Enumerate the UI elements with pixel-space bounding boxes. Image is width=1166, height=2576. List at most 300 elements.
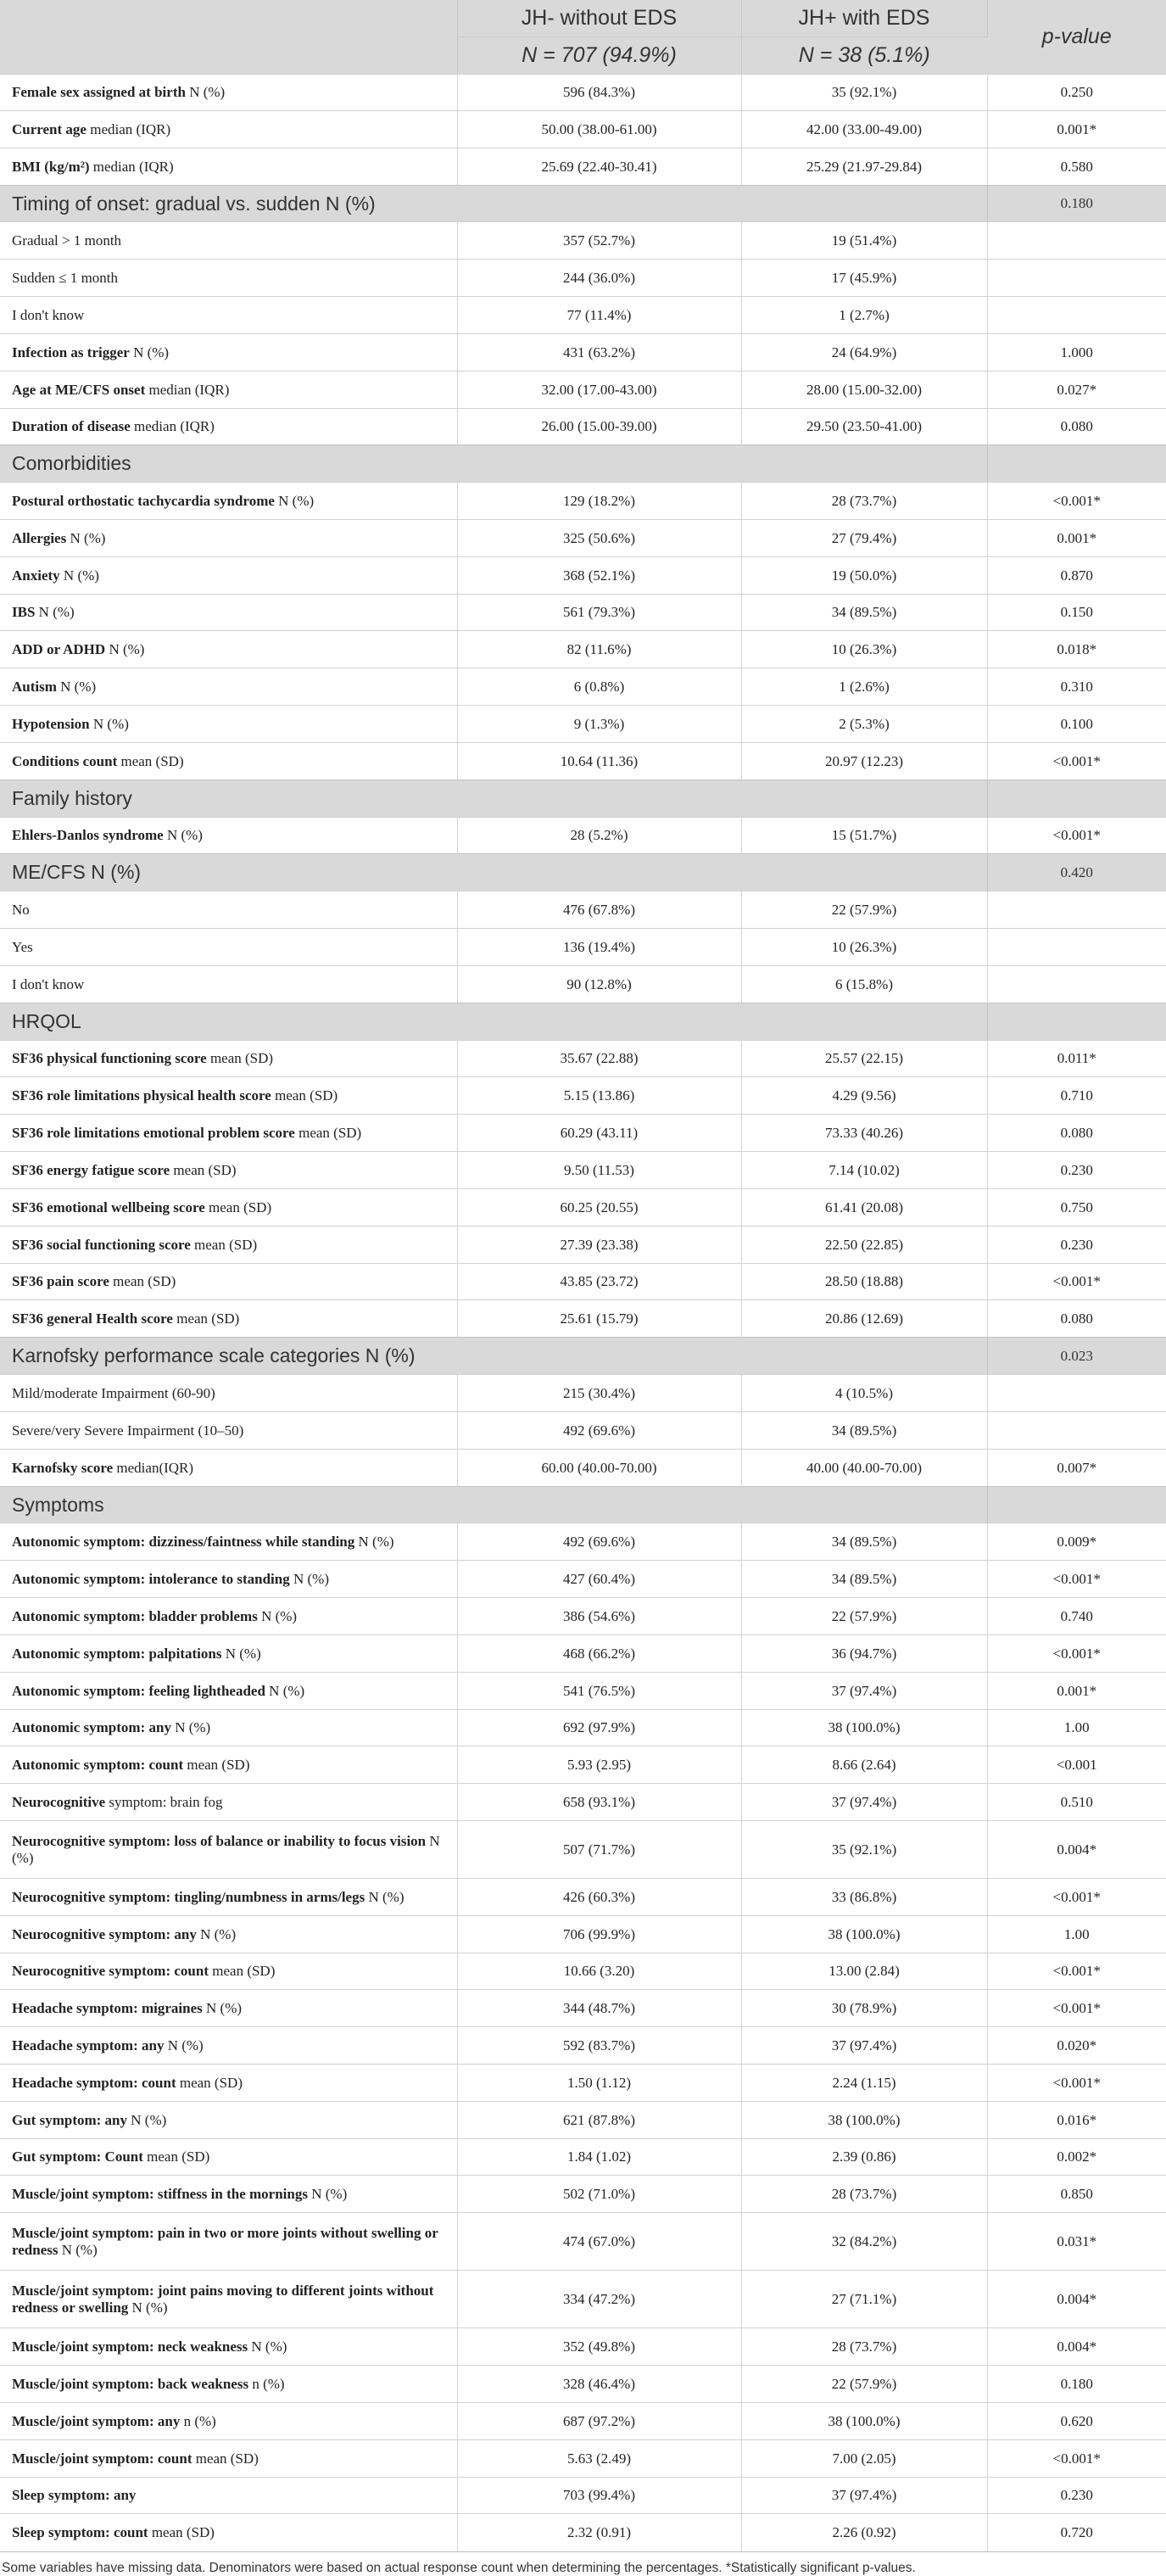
p-value: 1.000 [987,334,1166,372]
value-jh-minus: 215 (30.4%) [457,1375,741,1412]
section-title: Karnofsky performance scale categories N (%) [0,1338,987,1375]
variable-statistic: median (IQR) [89,158,174,175]
table-row [0,2403,1166,2440]
p-value: 1.00 [987,1916,1166,1953]
table-row [0,2027,1166,2065]
variable-label [0,1879,457,1916]
variable-name: SF36 energy fatigue score [12,1161,170,1178]
table-row [0,743,1166,780]
variable-statistic: N (%) [365,1888,404,1905]
table-row [0,111,1166,148]
variable-statistic: N (%) [164,2037,204,2054]
variable-name: Autonomic symptom: count [12,1756,184,1773]
variable-statistic: mean (SD) [117,752,184,769]
value-jh-plus: 38 (100.0%) [741,2403,987,2440]
value-jh-plus: 28.00 (15.00-32.00) [741,372,987,409]
variable-label [0,1523,457,1561]
table-row [0,1264,1166,1300]
section-title: ME/CFS N (%) [0,854,987,891]
table-row [0,1227,1166,1264]
variable-statistic: median(IQR) [113,1459,194,1476]
p-value [987,1375,1166,1412]
variable-statistic: mean (SD) [192,2450,259,2467]
variable-name: Duration of disease [12,418,131,434]
value-jh-minus: 129 (18.2%) [457,483,741,520]
variable-label [0,1821,457,1879]
section-header-row [0,1338,1166,1375]
value-jh-plus: 6 (15.8%) [741,966,987,1003]
variable-name: Sleep symptom: any [12,2487,137,2503]
variable-name: Allergies [12,529,67,546]
variable-label [0,1598,457,1635]
value-jh-minus: 334 (47.2%) [457,2271,741,2328]
variable-label [0,2440,457,2478]
table-row [0,222,1166,260]
value-jh-minus: 344 (48.7%) [457,1990,741,2027]
variable-statistic: mean (SD) [204,1199,272,1215]
value-jh-minus: 658 (93.1%) [457,1784,741,1821]
variable-label [0,1115,457,1152]
p-value: 0.004* [987,2328,1166,2366]
p-value: <0.001* [987,743,1166,780]
variable-name: Gut symptom: any [12,2111,128,2128]
value-jh-minus: 328 (46.4%) [457,2366,741,2403]
value-jh-minus: 621 (87.8%) [457,2102,741,2139]
table-footnote: Some variables have missing data. Denominators were based on actual response count when determining the percentages. *Statistically significant p-values. [0,2551,1166,2576]
variable-statistic: N (%) [56,678,97,695]
p-value: 0.011* [987,1041,1166,1077]
value-jh-minus: 476 (67.8%) [457,891,741,929]
table-row [0,1561,1166,1598]
table-row [0,2366,1166,2403]
variable-label [0,2176,457,2213]
variable-name: Hypotension [12,715,90,732]
variable-statistic: N (%) [127,2111,167,2128]
table-row [0,409,1166,445]
variable-label [0,1041,457,1077]
value-jh-plus: 13.00 (2.84) [741,1953,987,1990]
section-header-row [0,445,1166,483]
table-row [0,1412,1166,1450]
section-title: Family history [0,780,987,818]
table-row [0,2139,1166,2176]
variable-statistic: N (%) [202,1999,243,2016]
table-row [0,2478,1166,2514]
table-row [0,148,1166,186]
value-jh-minus: 492 (69.6%) [457,1523,741,1561]
section-p-value [987,780,1166,818]
variable-label [0,2213,457,2271]
value-jh-plus: 37 (97.4%) [741,1784,987,1821]
table-row [0,1635,1166,1673]
value-jh-minus: 368 (52.1%) [457,557,741,595]
header-label-column [0,0,457,75]
p-value: 0.080 [987,409,1166,445]
variable-name: Neurocognitive [12,1793,106,1810]
table-row [0,1953,1166,1990]
variable-label [0,1916,457,1953]
table-row [0,2514,1166,2551]
value-jh-plus: 8.66 (2.64) [741,1746,987,1784]
table-row [0,966,1166,1003]
value-jh-plus: 1 (2.6%) [741,668,987,706]
value-jh-plus: 38 (100.0%) [741,1916,987,1953]
table-row [0,1300,1166,1338]
table-row [0,1598,1166,1635]
variable-name: Autonomic symptom: bladder problems [12,1607,258,1624]
value-jh-minus: 592 (83.7%) [457,2027,741,2065]
variable-name: Autonomic symptom: feeling lightheaded [12,1682,265,1699]
p-value: <0.001* [987,1264,1166,1300]
section-header-row [0,854,1166,891]
variable-label [0,2403,457,2440]
variable-statistic: N (%) [196,1925,237,1942]
p-value [987,222,1166,260]
variable-statistic: symptom: brain fog [105,1793,223,1810]
value-jh-plus: 28 (73.7%) [741,2328,987,2366]
variable-name: Karnofsky score [12,1459,114,1476]
value-jh-minus: 468 (66.2%) [457,1635,741,1673]
variable-name: Muscle/joint symptom: stiffness in the mornings [12,2185,308,2202]
p-value: 0.080 [987,1115,1166,1152]
p-value: 0.100 [987,706,1166,743]
variable-label [0,818,457,854]
value-jh-minus: 703 (99.4%) [457,2478,741,2514]
value-jh-plus: 27 (79.4%) [741,520,987,557]
variable-label [0,1077,457,1115]
value-jh-plus: 34 (89.5%) [741,1412,987,1450]
p-value: <0.001 [987,1746,1166,1784]
value-jh-plus: 38 (100.0%) [741,1710,987,1746]
section-title: Comorbidities [0,445,987,483]
variable-name: SF36 role limitations emotional problem score [12,1124,295,1141]
variable-name: Muscle/joint symptom: joint pains moving to different joints without redness or swelling [12,2282,434,2316]
value-jh-minus: 386 (54.6%) [457,1598,741,1635]
table-row [0,2065,1166,2102]
variable-name: Age at ME/CFS onset [12,381,146,398]
variable-label [0,595,457,631]
variable-name: Muscle/joint symptom: neck weakness [12,2338,248,2355]
variable-label [0,148,457,186]
section-title: HRQOL [0,1003,987,1041]
value-jh-minus: 692 (97.9%) [457,1710,741,1746]
section-header-row [0,186,1166,222]
table-row [0,1523,1166,1561]
value-jh-plus: 24 (64.9%) [741,334,987,372]
table-row [0,1990,1166,2027]
value-jh-plus: 73.33 (40.26) [741,1115,987,1152]
header-n-jh-minus: N = 707 (94.9%) [457,37,741,75]
value-jh-plus: 34 (89.5%) [741,1523,987,1561]
value-jh-plus: 19 (51.4%) [741,222,987,260]
table-row [0,2102,1166,2139]
variable-name: SF36 pain score [12,1273,109,1289]
variable-name: Muscle/joint symptom: count [12,2450,192,2467]
variable-name: Autonomic symptom: dizziness/faintness while standing [12,1533,355,1550]
value-jh-minus: 5.15 (13.86) [457,1077,741,1115]
value-jh-plus: 20.86 (12.69) [741,1300,987,1338]
variable-statistic: N (%) [289,1570,329,1587]
value-jh-plus: 40.00 (40.00-70.00) [741,1450,987,1487]
table-row [0,929,1166,966]
value-jh-plus: 22 (57.9%) [741,1598,987,1635]
section-p-value: 0.180 [987,186,1166,222]
header-group-jh-minus: JH- without EDS [457,0,741,37]
variable-statistic: N (%) [307,2185,348,2202]
p-value: 0.150 [987,595,1166,631]
variable-label [0,1784,457,1821]
value-jh-minus: 9.50 (11.53) [457,1152,741,1189]
value-jh-minus: 1.50 (1.12) [457,2065,741,2102]
value-jh-plus: 2.24 (1.15) [741,2065,987,2102]
variable-statistic: N (%) [354,1533,394,1550]
variable-label [0,1264,457,1300]
variable-statistic: N (%) [105,640,145,657]
table-row [0,891,1166,929]
variable-label [0,2271,457,2328]
value-jh-minus: 28 (5.2%) [457,818,741,854]
p-value: 0.850 [987,2176,1166,2213]
table-row [0,706,1166,743]
value-jh-plus: 2 (5.3%) [741,706,987,743]
value-jh-minus: 60.00 (40.00-70.00) [457,1450,741,1487]
variable-name: Ehlers-Danlos syndrome [12,827,164,843]
variable-name: Autonomic symptom: intolerance to standing [12,1570,290,1587]
value-jh-plus: 22 (57.9%) [741,2366,987,2403]
variable-label [0,75,457,111]
table-row [0,297,1166,334]
p-value [987,891,1166,929]
section-header-row [0,780,1166,818]
p-value [987,297,1166,334]
p-value: 0.031* [987,2213,1166,2271]
variable-statistic: mean (SD) [271,1087,338,1104]
p-value: 0.180 [987,2366,1166,2403]
variable-label [0,1152,457,1189]
header-n-jh-plus: N = 38 (5.1%) [741,37,987,75]
section-p-value [987,1003,1166,1041]
table-row [0,2440,1166,2478]
section-header-row [0,1003,1166,1041]
p-value: 0.230 [987,1152,1166,1189]
variable-label [0,557,457,595]
p-value: <0.001* [987,2065,1166,2102]
value-jh-minus: 50.00 (38.00-61.00) [457,111,741,148]
variable-label [0,668,457,706]
variable-label [0,2514,457,2551]
value-jh-plus: 25.57 (22.15) [741,1041,987,1077]
variable-label [0,1227,457,1264]
variable-statistic: mean (SD) [148,2523,215,2540]
table-row [0,1152,1166,1189]
value-jh-plus: 34 (89.5%) [741,595,987,631]
variable-label [0,111,457,148]
variable-name: SF36 role limitations physical health score [12,1087,271,1104]
table-row [0,2176,1166,2213]
value-jh-minus: 27.39 (23.38) [457,1227,741,1264]
p-value: 0.230 [987,1227,1166,1264]
table-row [0,334,1166,372]
p-value: 0.018* [987,631,1166,668]
variable-name: Autonomic symptom: any [12,1719,171,1735]
p-value [987,260,1166,297]
variable-label [0,631,457,668]
variable-name: Gut symptom: Count [12,2149,143,2165]
variable-statistic: median (IQR) [145,381,230,398]
value-jh-minus: 35.67 (22.88) [457,1041,741,1077]
variable-statistic: N (%) [12,1832,440,1866]
value-jh-minus: 244 (36.0%) [457,260,741,297]
variable-name: Current age [12,120,86,137]
p-value: 0.001* [987,1673,1166,1710]
table-row [0,668,1166,706]
section-header-row [0,1487,1166,1523]
header-p-value: p-value [987,0,1166,75]
p-value: <0.001* [987,1635,1166,1673]
table-row [0,483,1166,520]
value-jh-plus: 4 (10.5%) [741,1375,987,1412]
table-row [0,1784,1166,1821]
variable-name: SF36 general Health score [12,1310,173,1327]
variable-name: Headache symptom: migraines [12,1999,203,2016]
value-jh-plus: 36 (94.7%) [741,1635,987,1673]
variable-label [0,2478,457,2514]
p-value: 0.870 [987,557,1166,595]
variable-name: Neurocognitive symptom: tingling/numbness in arms/legs [12,1888,365,1905]
value-jh-plus: 35 (92.1%) [741,1821,987,1879]
value-jh-minus: 25.61 (15.79) [457,1300,741,1338]
p-value: <0.001* [987,1879,1166,1916]
value-jh-minus: 60.29 (43.11) [457,1115,741,1152]
p-value: 0.002* [987,2139,1166,2176]
p-value: 0.016* [987,2102,1166,2139]
table-row [0,557,1166,595]
p-value: 0.004* [987,2271,1166,2328]
variable-name: Headache symptom: count [12,2074,176,2091]
variable-label: No [0,891,457,929]
variable-label [0,706,457,743]
table-row [0,1115,1166,1152]
p-value: 0.750 [987,1189,1166,1227]
variable-statistic: N (%) [163,827,203,843]
variable-label: I don't know [0,297,457,334]
value-jh-minus: 706 (99.9%) [457,1916,741,1953]
value-jh-plus: 27 (71.1%) [741,2271,987,2328]
variable-name: SF36 physical functioning score [12,1050,207,1066]
value-jh-plus: 34 (89.5%) [741,1561,987,1598]
table-header [0,0,1166,75]
value-jh-minus: 352 (49.8%) [457,2328,741,2366]
table-row [0,1189,1166,1227]
variable-label [0,2102,457,2139]
value-jh-minus: 60.25 (20.55) [457,1189,741,1227]
variable-statistic: mean (SD) [142,2149,210,2165]
variable-statistic: N (%) [128,2299,168,2316]
variable-statistic: mean (SD) [209,1963,276,1979]
value-jh-plus: 32 (84.2%) [741,2213,987,2271]
variable-statistic: N (%) [66,529,106,546]
variable-label [0,483,457,520]
value-jh-minus: 25.69 (22.40-30.41) [457,148,741,186]
value-jh-plus: 37 (97.4%) [741,2478,987,2514]
value-jh-plus: 17 (45.9%) [741,260,987,297]
p-value: 0.720 [987,2514,1166,2551]
value-jh-minus: 357 (52.7%) [457,222,741,260]
p-value: 0.710 [987,1077,1166,1115]
value-jh-minus: 10.64 (11.36) [457,743,741,780]
value-jh-minus: 541 (76.5%) [457,1673,741,1710]
variable-label [0,1990,457,2027]
p-value [987,966,1166,1003]
table-row [0,260,1166,297]
value-jh-minus: 6 (0.8%) [457,668,741,706]
value-jh-minus: 427 (60.4%) [457,1561,741,1598]
value-jh-minus: 426 (60.3%) [457,1879,741,1916]
variable-name: Muscle/joint symptom: pain in two or more joints without swelling or redness [12,2224,438,2258]
p-value: 0.001* [987,111,1166,148]
variable-label [0,372,457,409]
table-row [0,1821,1166,1879]
variable-label [0,334,457,372]
value-jh-plus: 4.29 (9.56) [741,1077,987,1115]
variable-label [0,409,457,445]
variable-label [0,1673,457,1710]
variable-statistic: N (%) [257,1607,298,1624]
variable-label [0,2027,457,2065]
p-value: 0.001* [987,520,1166,557]
value-jh-plus: 28 (73.7%) [741,2176,987,2213]
p-value: 0.510 [987,1784,1166,1821]
p-value: 0.004* [987,1821,1166,1879]
value-jh-plus: 35 (92.1%) [741,75,987,111]
section-title: Timing of onset: gradual vs. sudden N (%) [0,186,987,222]
variable-name: Sleep symptom: count [12,2523,148,2540]
section-p-value [987,1487,1166,1523]
variable-label: Gradual > 1 month [0,222,457,260]
variable-label [0,1561,457,1598]
p-value: 0.250 [987,75,1166,111]
p-value: 0.230 [987,2478,1166,2514]
p-value: 0.740 [987,1598,1166,1635]
variable-name: BMI (kg/m²) [12,158,90,175]
value-jh-minus: 687 (97.2%) [457,2403,741,2440]
variable-statistic: mean (SD) [170,1161,237,1178]
variable-name: Neurocognitive symptom: loss of balance or inability to focus vision [12,1832,427,1849]
variable-statistic: n (%) [248,2375,285,2392]
value-jh-minus: 9 (1.3%) [457,706,741,743]
value-jh-minus: 136 (19.4%) [457,929,741,966]
variable-name: Neurocognitive symptom: any [12,1925,197,1942]
value-jh-minus: 431 (63.2%) [457,334,741,372]
table-row [0,1673,1166,1710]
variable-statistic: N (%) [221,1645,261,1662]
variable-statistic: N (%) [170,1719,211,1735]
variable-name: Autism [12,678,57,695]
value-jh-plus: 10 (26.3%) [741,929,987,966]
variable-label [0,743,457,780]
variable-statistic: N (%) [248,2338,287,2355]
value-jh-plus: 2.39 (0.86) [741,2139,987,2176]
variable-name: SF36 social functioning score [12,1236,191,1253]
value-jh-minus: 82 (11.6%) [457,631,741,668]
value-jh-minus: 2.32 (0.91) [457,2514,741,2551]
p-value: 0.027* [987,372,1166,409]
table-row [0,2213,1166,2271]
variable-statistic: N (%) [59,567,99,584]
p-value: <0.001* [987,1990,1166,2027]
variable-label [0,2139,457,2176]
table-row [0,1710,1166,1746]
